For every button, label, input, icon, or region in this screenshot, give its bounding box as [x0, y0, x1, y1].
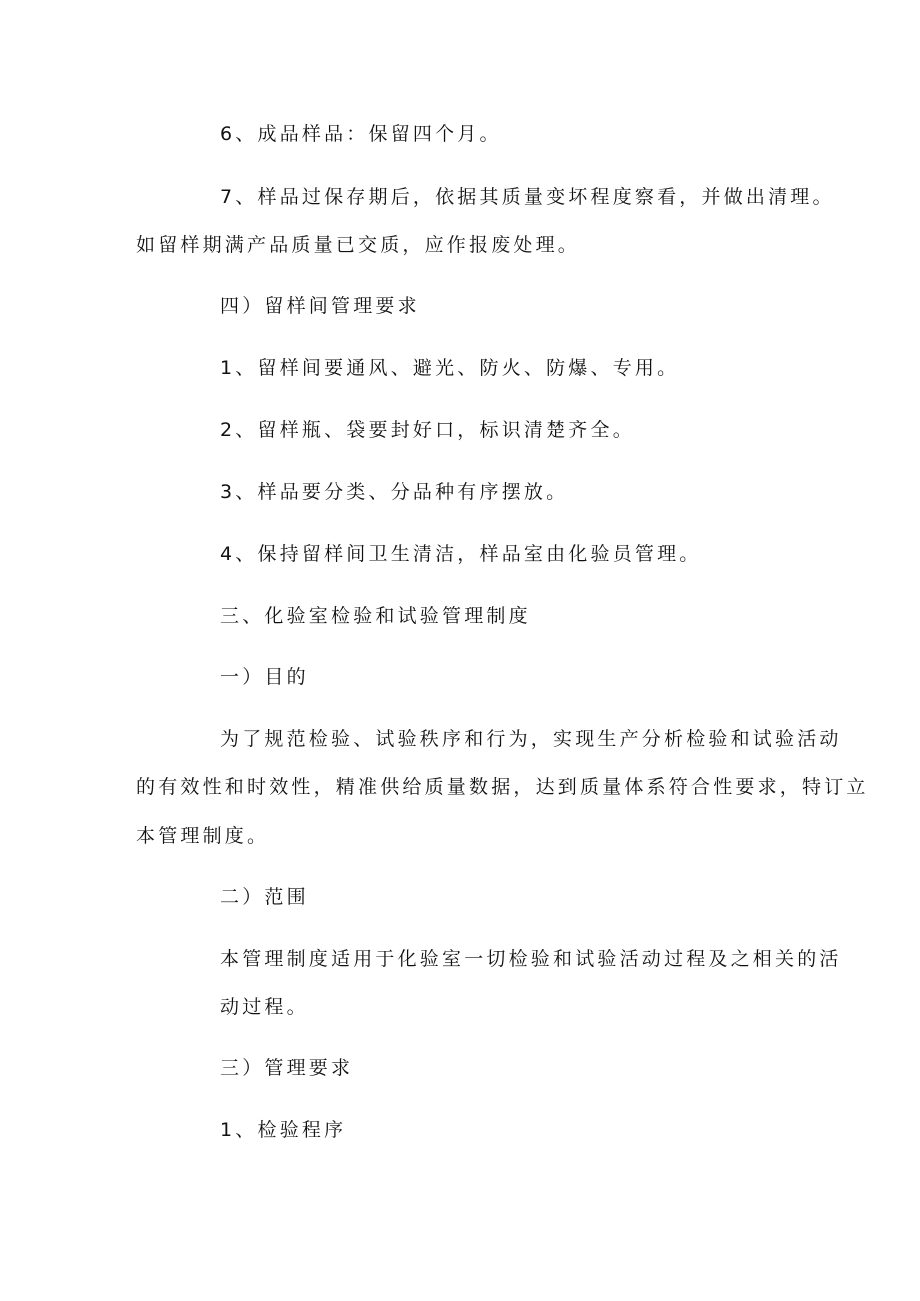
- text-line: 1、留样间要通风、避光、防火、防爆、专用。: [220, 357, 680, 379]
- text-line: 7、样品过保存期后，依据其质量变坏程度察看，并做出清理。: [220, 186, 835, 208]
- section-heading: 1、检验程序: [220, 1119, 347, 1141]
- section-heading: 三）管理要求: [220, 1057, 354, 1079]
- text-line: 3、样品要分类、分品种有序摆放。: [220, 481, 569, 503]
- text-line: 6、成品样品：保留四个月。: [220, 123, 502, 145]
- text-line: 动过程。: [220, 996, 309, 1018]
- section-heading: 二）范围: [220, 886, 309, 908]
- text-line: 的有效性和时效性，精准供给质量数据，达到质量体系符合性要求，特订立: [136, 776, 869, 798]
- text-line: 本管理制度。: [136, 825, 270, 847]
- text-line: 本管理制度适用于化验室一切检验和试验活动过程及之相关的活: [220, 948, 842, 970]
- text-line: 2、留样瓶、袋要封好口，标识清楚齐全。: [220, 419, 635, 441]
- section-heading: 一）目的: [220, 666, 309, 688]
- text-line: 如留样期满产品质量已交质，应作报废处理。: [136, 234, 581, 256]
- text-line: 为了规范检验、试验秩序和行为，实现生产分析检验和试验活动: [220, 728, 842, 750]
- section-heading: 四）留样间管理要求: [220, 295, 420, 317]
- text-line: 4、保持留样间卫生清洁，样品室由化验员管理。: [220, 543, 702, 565]
- section-heading: 三、化验室检验和试验管理制度: [220, 605, 531, 627]
